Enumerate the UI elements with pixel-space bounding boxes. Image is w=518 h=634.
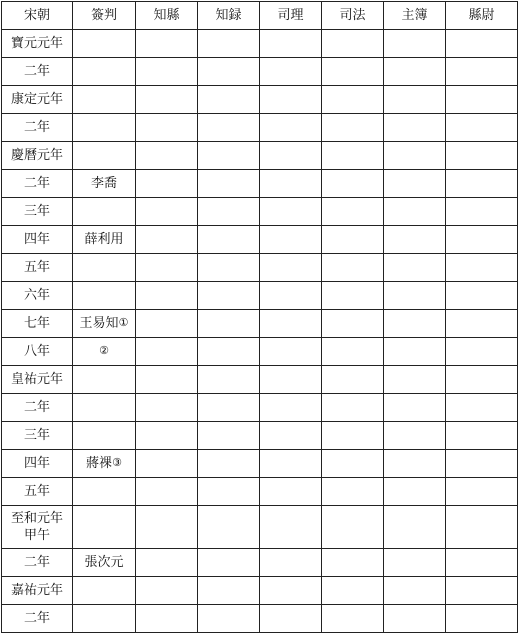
xianwei-cell (446, 394, 518, 422)
era-cell (2, 253, 73, 281)
era-label-line2: 甲午 (23, 527, 50, 543)
zhixian-cell (136, 576, 198, 604)
footnote-marker: ③ (112, 456, 122, 470)
zhubu-cell (384, 225, 446, 253)
sili-cell (260, 506, 322, 549)
sifa-cell (322, 576, 384, 604)
era-label: 二年 (23, 175, 50, 191)
qianpan-cell (73, 169, 136, 197)
column-header-zhubu: 主簿 (384, 2, 446, 30)
zhixian-cell (136, 225, 198, 253)
era-label: 六年 (23, 287, 50, 303)
qianpan-cell (73, 225, 136, 253)
era-cell (2, 422, 73, 450)
era-label: 三年 (23, 203, 50, 219)
qianpan-cell (73, 29, 136, 57)
zhilu-cell (198, 113, 260, 141)
qianpan-cell (73, 113, 136, 141)
qianpan-cell (73, 478, 136, 506)
zhubu-cell (384, 85, 446, 113)
era-label: 二年 (23, 610, 50, 626)
sifa-cell (322, 506, 384, 549)
table-row (2, 309, 518, 337)
era-cell (2, 85, 73, 113)
zhilu-cell (198, 450, 260, 478)
zhubu-cell (384, 478, 446, 506)
qianpan-cell (73, 604, 136, 632)
footnote-marker: ① (118, 315, 129, 329)
sifa-cell (322, 478, 384, 506)
zhixian-cell (136, 85, 198, 113)
zhixian-cell (136, 309, 198, 337)
era-cell (2, 604, 73, 632)
sili-cell (260, 113, 322, 141)
xianwei-cell (446, 478, 518, 506)
sili-cell (260, 337, 322, 365)
sifa-cell (322, 141, 384, 169)
era-label: 五年 (23, 484, 50, 500)
column-header-zhixian: 知縣 (136, 2, 198, 30)
table-row (2, 197, 518, 225)
zhilu-cell (198, 57, 260, 85)
zhubu-cell (384, 29, 446, 57)
zhubu-cell (384, 604, 446, 632)
official-name: 李喬 (90, 175, 117, 191)
era-label: 二年 (23, 63, 50, 79)
era-label: 二年 (23, 119, 50, 135)
era-cell (2, 225, 73, 253)
table-row (2, 576, 518, 604)
zhubu-cell (384, 450, 446, 478)
table-row (2, 478, 518, 506)
era-cell (2, 394, 73, 422)
zhubu-cell (384, 337, 446, 365)
qianpan-cell (73, 337, 136, 365)
sili-cell (260, 478, 322, 506)
era-label: 四年 (23, 231, 50, 247)
zhubu-cell (384, 309, 446, 337)
sili-cell (260, 197, 322, 225)
zhubu-cell (384, 365, 446, 393)
era-label-line1: 至和元年 (10, 510, 63, 526)
era-label: 二年 (23, 554, 50, 570)
qianpan-cell (73, 281, 136, 309)
era-cell (2, 57, 73, 85)
zhilu-cell (198, 365, 260, 393)
era-cell (2, 450, 73, 478)
table-row (2, 337, 518, 365)
zhilu-cell (198, 281, 260, 309)
xianwei-cell (446, 141, 518, 169)
zhubu-cell (384, 576, 446, 604)
xianwei-cell (446, 85, 518, 113)
table-body (2, 29, 518, 632)
zhixian-cell (136, 113, 198, 141)
xianwei-cell (446, 604, 518, 632)
table-row (2, 604, 518, 632)
sifa-cell (322, 365, 384, 393)
table-row (2, 281, 518, 309)
era-label: 慶曆元年 (10, 147, 63, 163)
era-cell (2, 576, 73, 604)
era-label: 五年 (23, 259, 50, 275)
zhixian-cell (136, 365, 198, 393)
era-label: 康定元年 (10, 91, 63, 107)
qianpan-cell (73, 576, 136, 604)
era-cell (2, 29, 73, 57)
xianwei-cell (446, 422, 518, 450)
sifa-cell (322, 422, 384, 450)
zhilu-cell (198, 394, 260, 422)
zhixian-cell (136, 141, 198, 169)
zhilu-cell (198, 225, 260, 253)
era-label: 嘉祐元年 (10, 582, 63, 598)
zhixian-cell (136, 169, 198, 197)
qianpan-cell (73, 57, 136, 85)
official-name: 薛利用 (84, 231, 124, 247)
zhubu-cell (384, 113, 446, 141)
zhixian-cell (136, 506, 198, 549)
table-row (2, 113, 518, 141)
table-row (2, 85, 518, 113)
sili-cell (260, 281, 322, 309)
xianwei-cell (446, 576, 518, 604)
xianwei-cell (446, 506, 518, 549)
xianwei-cell (446, 337, 518, 365)
era-label: 七年 (23, 315, 50, 331)
era-cell (2, 337, 73, 365)
xianwei-cell (446, 57, 518, 85)
footnote-marker: ② (99, 343, 109, 357)
zhixian-cell (136, 57, 198, 85)
zhilu-cell (198, 576, 260, 604)
sili-cell (260, 604, 322, 632)
table-row (2, 225, 518, 253)
era-label: 皇祐元年 (10, 371, 63, 387)
xianwei-cell (446, 281, 518, 309)
era-cell (2, 197, 73, 225)
sifa-cell (322, 85, 384, 113)
qianpan-cell (73, 394, 136, 422)
zhilu-cell (198, 29, 260, 57)
zhilu-cell (198, 422, 260, 450)
qianpan-cell (73, 85, 136, 113)
table-row (2, 548, 518, 576)
zhubu-cell (384, 57, 446, 85)
sifa-cell (322, 394, 384, 422)
xianwei-cell (446, 169, 518, 197)
era-label: 二年 (23, 400, 50, 416)
column-header-sili: 司理 (260, 2, 322, 30)
column-header-sifa: 司法 (322, 2, 384, 30)
sili-cell (260, 422, 322, 450)
zhilu-cell (198, 548, 260, 576)
sili-cell (260, 141, 322, 169)
zhilu-cell (198, 309, 260, 337)
sifa-cell (322, 604, 384, 632)
column-header-song-dynasty: 宋朝 (2, 2, 73, 30)
sifa-cell (322, 113, 384, 141)
zhilu-cell (198, 604, 260, 632)
zhilu-cell (198, 85, 260, 113)
zhilu-cell (198, 337, 260, 365)
table-row (2, 57, 518, 85)
xianwei-cell (446, 29, 518, 57)
era-label: 八年 (23, 343, 50, 359)
sifa-cell (322, 281, 384, 309)
xianwei-cell (446, 548, 518, 576)
era-cell (2, 141, 73, 169)
zhixian-cell (136, 253, 198, 281)
xianwei-cell (446, 197, 518, 225)
official-name: 王易知 (79, 315, 119, 331)
sili-cell (260, 450, 322, 478)
table-row (2, 29, 518, 57)
zhubu-cell (384, 253, 446, 281)
zhixian-cell (136, 337, 198, 365)
qianpan-cell (73, 365, 136, 393)
column-header-xianwei: 縣尉 (446, 2, 518, 30)
table-row (2, 394, 518, 422)
table-row (2, 253, 518, 281)
zhixian-cell (136, 281, 198, 309)
sifa-cell (322, 29, 384, 57)
zhilu-cell (198, 253, 260, 281)
zhixian-cell (136, 29, 198, 57)
xianwei-cell (446, 225, 518, 253)
zhubu-cell (384, 506, 446, 549)
sifa-cell (322, 253, 384, 281)
era-cell (2, 548, 73, 576)
sifa-cell (322, 309, 384, 337)
era-cell (2, 281, 73, 309)
era-cell (2, 113, 73, 141)
qianpan-cell (73, 309, 136, 337)
zhubu-cell (384, 141, 446, 169)
zhubu-cell (384, 394, 446, 422)
table-row (2, 141, 518, 169)
zhixian-cell (136, 197, 198, 225)
era-cell (2, 506, 73, 549)
zhilu-cell (198, 478, 260, 506)
era-label: 四年 (23, 456, 50, 472)
sili-cell (260, 394, 322, 422)
qianpan-cell (73, 141, 136, 169)
xianwei-cell (446, 309, 518, 337)
sili-cell (260, 85, 322, 113)
qianpan-cell (73, 253, 136, 281)
zhubu-cell (384, 548, 446, 576)
xianwei-cell (446, 113, 518, 141)
official-name: 蔣祼 (86, 456, 113, 472)
header-row (2, 2, 518, 30)
xianwei-cell (446, 253, 518, 281)
era-label: 三年 (23, 428, 50, 444)
xianwei-cell (446, 365, 518, 393)
qianpan-cell (73, 506, 136, 549)
sifa-cell (322, 169, 384, 197)
zhixian-cell (136, 478, 198, 506)
sifa-cell (322, 450, 384, 478)
zhubu-cell (384, 422, 446, 450)
table-row (2, 169, 518, 197)
column-header-zhilu: 知録 (198, 2, 260, 30)
sili-cell (260, 253, 322, 281)
zhilu-cell (198, 169, 260, 197)
zhubu-cell (384, 197, 446, 225)
sifa-cell (322, 197, 384, 225)
sili-cell (260, 309, 322, 337)
sili-cell (260, 169, 322, 197)
zhubu-cell (384, 169, 446, 197)
era-cell (2, 365, 73, 393)
era-cell (2, 169, 73, 197)
era-cell (2, 309, 73, 337)
sili-cell (260, 548, 322, 576)
table-row (2, 422, 518, 450)
zhilu-cell (198, 506, 260, 549)
zhixian-cell (136, 422, 198, 450)
xianwei-cell (446, 450, 518, 478)
zhilu-cell (198, 197, 260, 225)
zhixian-cell (136, 604, 198, 632)
zhixian-cell (136, 394, 198, 422)
table-row (2, 450, 518, 478)
sili-cell (260, 29, 322, 57)
table-row (2, 506, 518, 549)
official-name: 張次元 (84, 554, 124, 570)
sifa-cell (322, 337, 384, 365)
qianpan-cell (73, 422, 136, 450)
qianpan-cell (73, 197, 136, 225)
era-label: 寶元元年 (10, 35, 63, 51)
sifa-cell (322, 57, 384, 85)
sili-cell (260, 576, 322, 604)
zhixian-cell (136, 450, 198, 478)
zhixian-cell (136, 548, 198, 576)
sifa-cell (322, 225, 384, 253)
zhilu-cell (198, 141, 260, 169)
sili-cell (260, 57, 322, 85)
zhubu-cell (384, 281, 446, 309)
sili-cell (260, 225, 322, 253)
qianpan-cell (73, 450, 136, 478)
qianpan-cell (73, 548, 136, 576)
column-header-qianpan: 簽判 (73, 2, 136, 30)
sifa-cell (322, 548, 384, 576)
sili-cell (260, 365, 322, 393)
table-row (2, 365, 518, 393)
officials-table (1, 1, 518, 633)
era-cell (2, 478, 73, 506)
